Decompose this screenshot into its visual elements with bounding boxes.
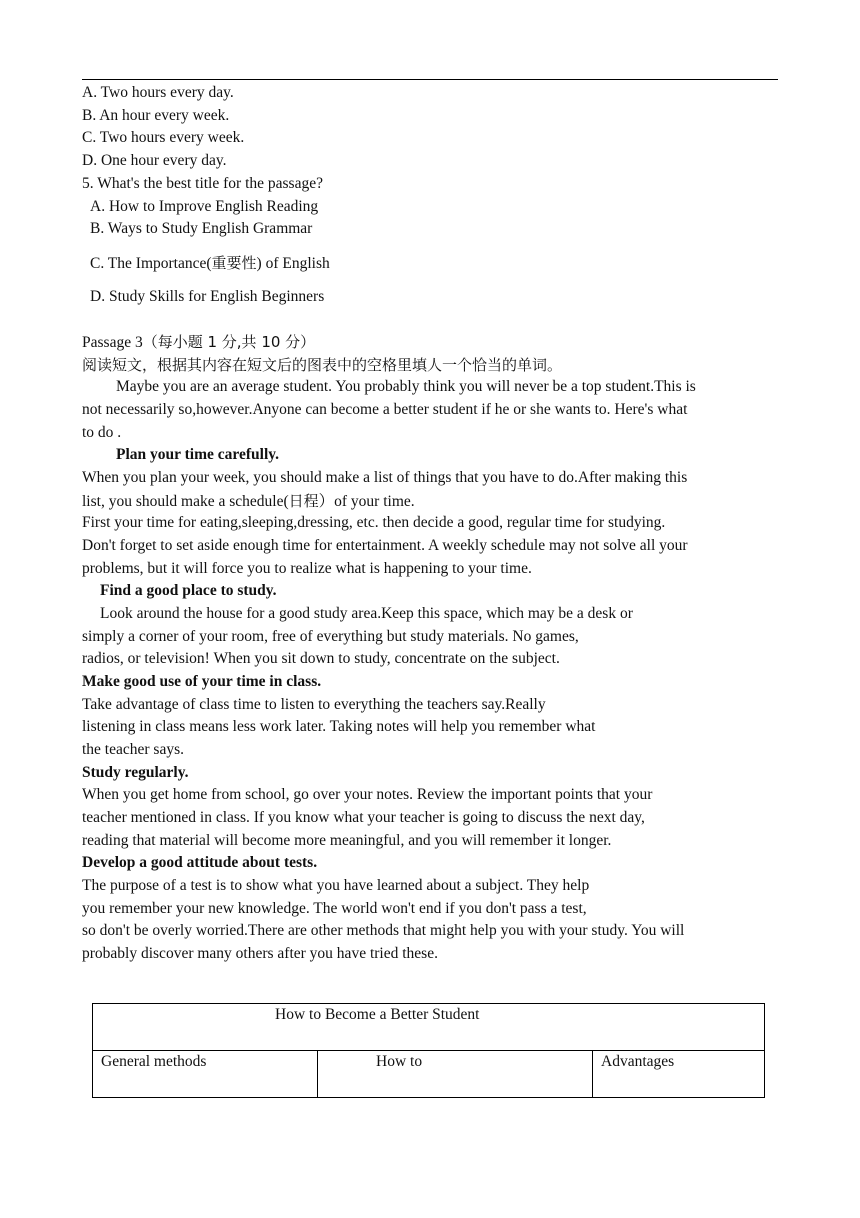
q5-option-c-post: ) of English	[256, 255, 330, 272]
q4-option-d: D. One hour every day.	[82, 152, 227, 169]
passage3-heading	[82, 332, 315, 353]
summary-table	[92, 1003, 765, 1098]
q4-option-b: B. An hour every week.	[82, 107, 230, 124]
intro-line-3: to do .	[82, 424, 122, 441]
top-rule	[82, 79, 778, 80]
q5-option-c-cjk: 重要性	[211, 254, 257, 272]
q5-option-d: D. Study Skills for English Beginners	[90, 288, 325, 305]
summary-table-title: How to Become a Better Student	[93, 1004, 765, 1051]
p1-line-4: Don't forget to set aside enough time for entertainment. A weekly schedule may not solve all your	[82, 537, 688, 554]
p5-line-3: so don't be overly worried.There are other methods that might help you with your study. You will	[82, 922, 685, 939]
summary-table-title-row	[93, 1004, 765, 1051]
q5-question: 5. What's the best title for the passage?	[82, 175, 323, 192]
heading-test-attitude: Develop a good attitude about tests.	[82, 854, 318, 871]
p1-line-1: When you plan your week, you should make a list of things that you have to do.After making this	[82, 469, 688, 486]
heading-class-time: Make good use of your time in class.	[82, 673, 322, 690]
p3-line-2: listening in class means less work later. Taking notes will help you remember what	[82, 718, 596, 735]
p1-line-5: problems, but it will force you to realize what is happening to your time.	[82, 560, 532, 577]
p1-line-2-cjk: 日程	[288, 492, 319, 510]
intro-line-1: Maybe you are an average student. You probably think you will never be a top student.This is	[116, 378, 696, 395]
p4-line-2: teacher mentioned in class. If you know what your teacher is going to discuss the next day,	[82, 809, 645, 826]
p5-line-1: The purpose of a test is to show what you have learned about a subject. They help	[82, 877, 590, 894]
p2-line-2: simply a corner of your room, free of everything but study materials. No games,	[82, 628, 579, 645]
p3-line-1: Take advantage of class time to listen to everything the teachers say.Really	[82, 696, 546, 713]
heading-plan-time: Plan your time carefully.	[116, 446, 280, 463]
p4-line-1: When you get home from school, go over your notes. Review the important points that your	[82, 786, 653, 803]
p1-line-2	[82, 491, 415, 512]
q4-option-a: A. Two hours every day.	[82, 84, 234, 101]
q5-option-b: B. Ways to Study English Grammar	[90, 220, 313, 237]
q5-option-c	[90, 253, 330, 274]
p5-line-4: probably discover many others after you have tried these.	[82, 945, 438, 962]
p2-line-1: Look around the house for a good study area.Keep this space, which may be a desk or	[100, 605, 633, 622]
passage3-instruction: 阅读短文，根据其内容在短文后的图表中的空格里填人一个恰当的单词。	[82, 356, 563, 374]
header-how-to: How to	[318, 1051, 593, 1098]
p1-line-3: First your time for eating,sleeping,dressing, etc. then decide a good, regular time for studying.	[82, 514, 666, 531]
intro-line-2: not necessarily so,however.Anyone can become a better student if he or she wants to. Here's what	[82, 401, 688, 418]
p3-line-3: the teacher says.	[82, 741, 184, 758]
passage3-heading-cjk: （每小题 1 分,共 10 分）	[142, 333, 316, 351]
p2-line-3: radios, or television! When you sit down to study, concentrate on the subject.	[82, 650, 560, 667]
heading-study-regularly: Study regularly.	[82, 764, 189, 781]
header-general-methods: General methods	[93, 1051, 318, 1098]
header-advantages: Advantages	[593, 1051, 765, 1098]
p5-line-2: you remember your new knowledge. The world won't end if you don't pass a test,	[82, 900, 587, 917]
heading-study-place: Find a good place to study.	[100, 582, 277, 599]
q5-option-a: A. How to Improve English Reading	[90, 198, 319, 215]
p4-line-3: reading that material will become more meaningful, and you will remember it longer.	[82, 832, 612, 849]
q4-option-c: C. Two hours every week.	[82, 129, 245, 146]
passage3-heading-en: Passage 3	[82, 334, 143, 351]
p1-line-2-pre: list, you should make a schedule(	[82, 493, 289, 510]
q5-option-c-pre: C. The Importance(	[90, 255, 212, 272]
summary-table-header-row	[93, 1051, 765, 1098]
p1-line-2-post: ）of your time.	[318, 493, 415, 510]
